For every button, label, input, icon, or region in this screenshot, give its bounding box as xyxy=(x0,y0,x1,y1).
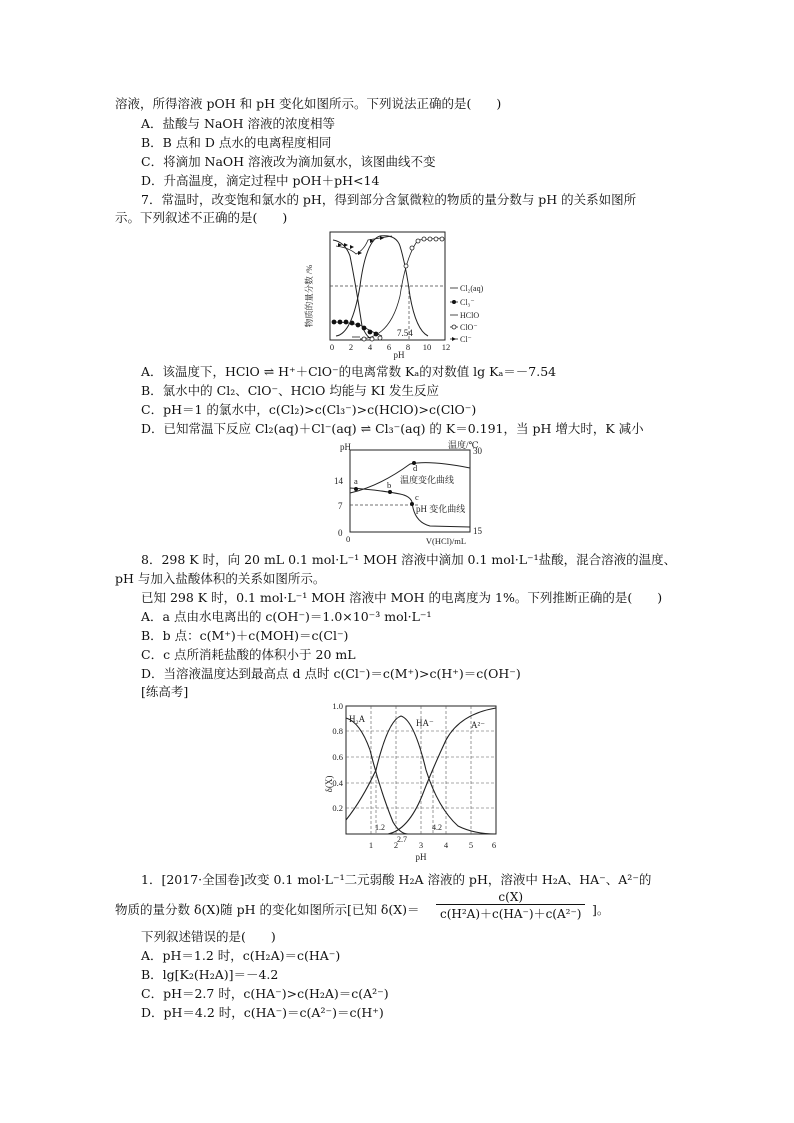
q1-xtick: 4 xyxy=(443,840,449,850)
q1-xtick: 5 xyxy=(468,840,474,850)
q6-option-a: A．盐酸与 NaOH 溶液的浓度相等 xyxy=(141,116,336,131)
q8-ytick: 0 xyxy=(338,528,343,538)
q1-option-a: A．pH＝1.2 时，c(H₂A)＝c(HA⁻) xyxy=(141,948,341,963)
q8-option-b: B．b 点：c(M⁺)＋c(MOH)＝c(Cl⁻) xyxy=(141,628,349,643)
q8-ph-label: pH 变化曲线 xyxy=(416,504,466,514)
q7-legend-cl3: Cl₃⁻ xyxy=(460,298,475,307)
q7-legend xyxy=(450,284,484,344)
q7-ylabel: 物质的量分数 /% xyxy=(304,264,314,328)
q7-stem-line1: 7．常温时，改变饱和氯水的 pH，得到部分含氯微粒的物质的量分数与 pH 的关系如图所 xyxy=(141,192,637,207)
q1-xlabel: pH xyxy=(415,852,427,862)
q7-legend-cl2: Cl₂(aq) xyxy=(460,284,484,293)
q1-xtick: 3 xyxy=(418,840,424,850)
q8-point-b: b xyxy=(387,480,392,490)
q1-distribution-figure xyxy=(318,700,498,870)
q8-option-a: A．a 点由水电离出的 c(OH⁻)＝1.0×10⁻³ mol·L⁻¹ xyxy=(141,609,432,624)
q8-plot-frame xyxy=(350,450,470,532)
q7-xlabel: pH xyxy=(393,350,405,360)
q6-option-b: B．B 点和 D 点水的电离程度相同 xyxy=(141,135,332,150)
q8-temp-label: 温度变化曲线 xyxy=(400,475,455,485)
q7-curve-clo xyxy=(360,238,442,339)
q8-option-d: D．当溶液温度达到最高点 d 点时 c(Cl⁻)＝c(M⁺)>c(H⁺)＝c(OH⁻) xyxy=(141,666,521,681)
q7-option-b: B．氯水中的 Cl₂、ClO⁻、HClO 均能与 KI 发生反应 xyxy=(141,383,440,398)
q8-option-c: C．c 点所消耗盐酸的体积小于 20 mL xyxy=(141,647,356,662)
q7-xtick: 2 xyxy=(348,342,354,352)
q7-marker-label: 7.54 xyxy=(397,328,413,338)
q7-chlorine-figure xyxy=(300,226,490,360)
q1-xticks xyxy=(369,840,496,850)
q7-cl3-points xyxy=(332,320,379,337)
q8-ytick: 7 xyxy=(338,501,343,511)
q1-stem-line1: 1．[2017·全国卷]改变 0.1 mol·L⁻¹二元弱酸 H₂A 溶液的 pH，溶液中 H₂A、HA⁻、A²⁻的 xyxy=(141,872,652,887)
q1-option-b: B．lg[K₂(H₂A)]＝－4.2 xyxy=(141,967,279,982)
q8-yright-ticks xyxy=(473,446,483,536)
q1-fraction-denominator: c(H²A)＋c(HA⁻)＋c(A²⁻) xyxy=(440,907,582,921)
q1-yticks xyxy=(332,701,343,813)
q7-legend-clo: ClO⁻ xyxy=(460,323,478,332)
q1-option-c: C．pH＝2.7 时，c(HA⁻)>c(H₂A)＝c(A²⁻) xyxy=(141,986,389,1001)
q1-mark: 4.2 xyxy=(432,823,442,832)
q7-xtick: 8 xyxy=(405,342,411,352)
q7-legend-hclo: HClO xyxy=(460,311,480,320)
q8-xlabel: V(HCl)/mL xyxy=(425,536,467,546)
q7-legend-cl: Cl⁻ xyxy=(460,335,472,344)
q7-xtick: 12 xyxy=(441,342,451,352)
q1-ytick: 0.8 xyxy=(332,726,343,736)
q7-option-a: A．该温度下，HClO ⇌ H⁺＋ClO⁻的电离常数 Kₐ的对数值 lg Kₐ＝－7.54 xyxy=(141,364,557,379)
q8-yright-label: 温度/℃ xyxy=(448,440,479,450)
q1-label-h2a: H₂A xyxy=(349,714,366,724)
q1-label-a2: A²⁻ xyxy=(471,720,485,730)
q8-ytick-right: 30 xyxy=(473,446,482,456)
q1-curve-h2a xyxy=(346,718,408,834)
q8-stem-line1: 8．298 K 时，向 20 mL 0.1 mol·L⁻¹ MOH 溶液中滴加 0.1 mol·L⁻¹盐酸，混合溶液的温度、 xyxy=(141,552,677,567)
q8-yleft-label: pH xyxy=(340,442,351,452)
q7-option-c: C．pH＝1 的氯水中，c(Cl₂)>c(Cl₃⁻)>c(HClO)>c(ClO⁻) xyxy=(141,402,477,417)
q7-clo-points xyxy=(362,237,444,341)
q6-option-c: C．将滴加 NaOH 溶液改为滴加氨水，该图曲线不变 xyxy=(141,154,436,169)
q7-xtick: 10 xyxy=(422,342,432,352)
q8-point-a: a xyxy=(354,476,358,486)
q7-xticks xyxy=(330,342,450,352)
q1-ytick: 0.4 xyxy=(332,778,343,788)
q8-titration-figure xyxy=(330,438,500,548)
q1-fraction xyxy=(436,890,585,922)
q8-point-d: d xyxy=(413,463,418,473)
q6-intro: 溶液，所得溶液 pOH 和 pH 变化如图所示。下列说法正确的是( ) xyxy=(115,96,502,111)
q1-ytick: 1.0 xyxy=(332,701,343,711)
q7-option-d: D．已知常温下反应 Cl₂(aq)＋Cl⁻(aq) ⇌ Cl₃⁻(aq) 的 K＝0.191，当 pH 增大时，K 减小 xyxy=(141,421,644,436)
q1-xtick: 2 xyxy=(393,840,399,850)
q8-stem-line3: 已知 298 K 时，0.1 mol·L⁻¹ MOH 溶液中 MOH 的电离度为 1%。下列推断正确的是( ) xyxy=(141,590,663,605)
q7-xtick: 4 xyxy=(367,342,373,352)
q8-ytick-right: 15 xyxy=(473,526,482,536)
q1-stem-line3: 下列叙述错误的是( ) xyxy=(141,929,276,944)
q1-stem-line2a: 物质的量分数 δ(X)随 pH 的变化如图所示[已知 δ(X)＝ xyxy=(115,902,420,917)
q8-point-c: c xyxy=(415,492,419,502)
q7-xtick: 0 xyxy=(329,342,335,352)
q1-xtick: 1 xyxy=(368,840,374,850)
q8-ytick: 14 xyxy=(334,476,343,486)
q8-stem-line2: pH 与加入盐酸体积的关系如图所示。 xyxy=(115,571,326,586)
q1-ytick: 0.2 xyxy=(332,803,343,813)
q1-ytick: 0.6 xyxy=(332,752,343,762)
q1-mark: 1.2 xyxy=(375,823,385,832)
q1-xtick: 6 xyxy=(491,840,497,850)
q1-option-d: D．pH＝4.2 时，c(HA⁻)＝c(A²⁻)＝c(H⁺) xyxy=(141,1005,384,1020)
q1-stem-line2b: ]。 xyxy=(592,902,610,917)
q1-mark: 2.7 xyxy=(397,835,407,844)
q1-label-ha: HA⁻ xyxy=(416,718,434,728)
q7-stem-line2: 示。下列叙述不正确的是( ) xyxy=(115,210,288,225)
q6-option-d: D．升高温度，滴定过程中 pOH＋pH<14 xyxy=(141,173,380,188)
q8-origin: 0 xyxy=(346,534,351,544)
q1-ylabel: δ(X) xyxy=(324,775,334,793)
q7-xtick: 6 xyxy=(386,342,392,352)
section-heading: [练高考] xyxy=(141,684,189,699)
q1-fraction-numerator: c(X) xyxy=(436,890,585,905)
q8-yleft-ticks xyxy=(334,476,344,538)
